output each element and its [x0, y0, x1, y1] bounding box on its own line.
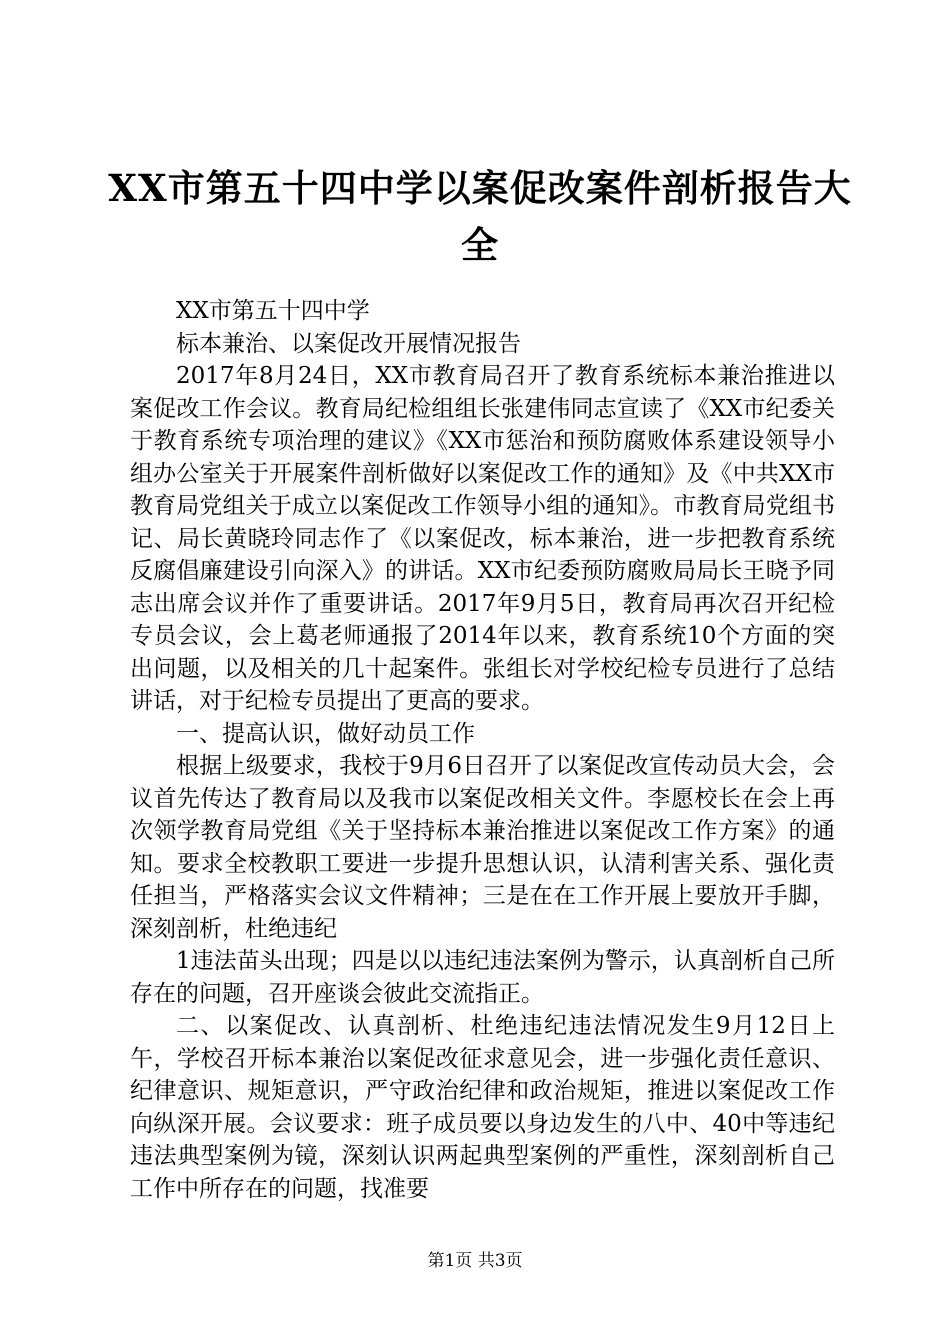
paragraph-section-2: 二、以案促改、认真剖析、杜绝违纪违法情况发生9月12日上午，学校召开标本兼治以案促改征求意见会，进一步强化责任意识、纪律意识、规矩意识，严守政治纪律和政治规矩，推进以案促改工作向纵深开展。会议要求：班子成员要以身边发生的八中、40中等违纪违法典型案例为镜，深刻认识两起典型案例的严重性，深刻剖析自己工作中所存在的问题，找准要 — [130, 1013, 835, 1202]
paragraph-school-name: XX市第五十四中学 — [176, 298, 370, 324]
document-body — [130, 295, 835, 1205]
paragraph-report-title: 标本兼治、以案促改开展情况报告 — [176, 330, 521, 357]
document-title: XX市第五十四中学以案促改案件剖析报告大全 — [108, 166, 852, 267]
section-heading-1: 一、提高认识，做好动员工作 — [176, 720, 475, 747]
paragraph-continuation: 1违法苗头出现；四是以以违纪违法案例为警示，认真剖析自己所存在的问题，召开座谈会彼此交流指正。 — [130, 948, 835, 1007]
page-footer: 第1页 共3页 — [427, 1251, 523, 1271]
paragraph-background: 2017年8月24日，XX市教育局召开了教育系统标本兼治推进以案促改工作会议。教育局纪检组组长张建伟同志宣读了《XX市纪委关于教育系统专项治理的建议》《XX市惩治和预防腐败体系建设领导小组办公室关于开展案件剖析做好以案促改工作的通知》及《中共XX市教育局党组关于成立以案促改工作领导小组的通知》。市教育局党组书记、局长黄晓玲同志作了《以案促改，标本兼治，进一步把教育系统反腐倡廉建设引向深入》的讲话。XX市纪委预防腐败局局长王晓予同志出席会议并作了重要讲话。2017年9月5日，教育局再次召开纪检专员会议，会上葛老师通报了2014年以来，教育系统10个方面的突出问题，以及相关的几十起案件。张组长对学校纪检专员进行了总结讲话，对于纪检专员提出了更高的要求。 — [130, 363, 835, 714]
paragraph-mobilization: 根据上级要求，我校于9月6日召开了以案促改宣传动员大会，会议首先传达了教育局以及我市以案促改相关文件。李愿校长在会上再次领学教育局党组《关于坚持标本兼治推进以案促改工作方案》的通知。要求全校教职工要进一步提升思想认识，认清利害关系、强化责任担当，严格落实会议文件精神；三是在在工作开展上要放开手脚，深刻剖析，杜绝违纪 — [130, 753, 835, 942]
